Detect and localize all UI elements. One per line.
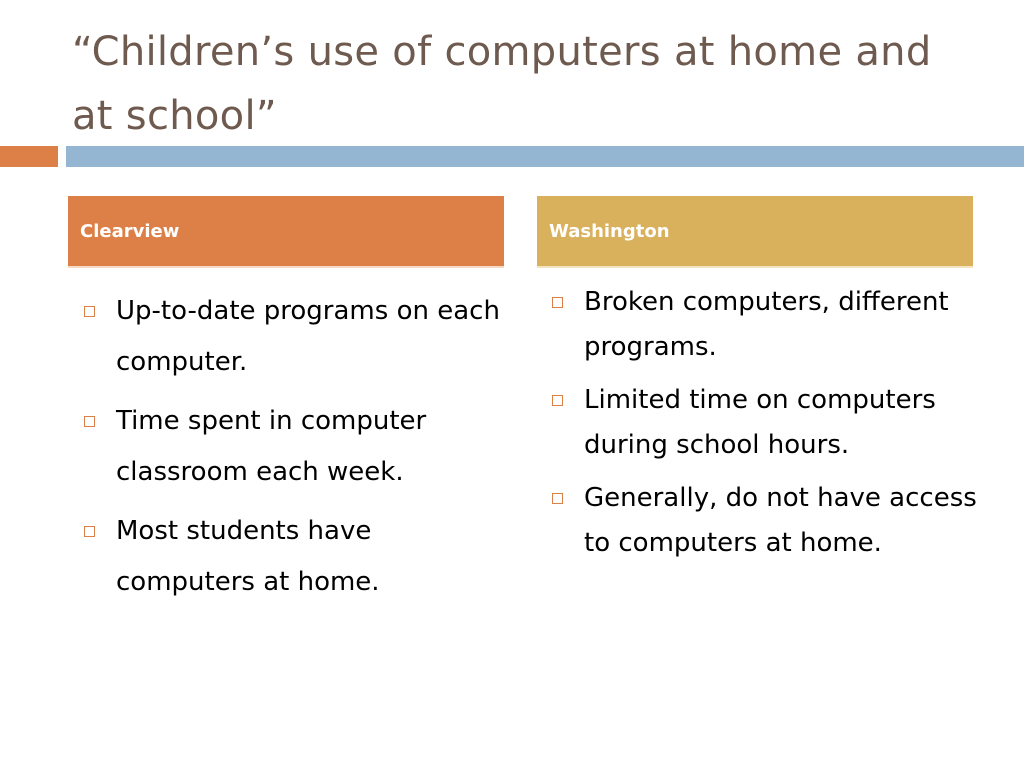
- hollow-square-bullet-icon: [84, 416, 95, 427]
- bullet-text: Most students have computers at home.: [116, 516, 380, 597]
- hollow-square-bullet-icon: [552, 395, 563, 406]
- washington-bullet-list: [548, 280, 978, 574]
- hollow-square-bullet-icon: [552, 493, 563, 504]
- title-rule-blue-bar: [66, 146, 1024, 167]
- column-header-washington: [537, 196, 973, 268]
- hollow-square-bullet-icon: [84, 526, 95, 537]
- hollow-square-bullet-icon: [552, 297, 563, 308]
- bullet-text: Generally, do not have access to computers at home.: [584, 483, 977, 558]
- list-item: [548, 280, 978, 370]
- list-item: [548, 378, 978, 468]
- bullet-text: Time spent in computer classroom each week.: [116, 406, 427, 487]
- bullet-text: Up-to-date programs on each computer.: [116, 296, 500, 377]
- slide-title: “Children’s use of computers at home and at school”: [72, 29, 932, 139]
- bullet-text: Limited time on computers during school hours.: [584, 385, 936, 460]
- clearview-bullet-list: [80, 286, 504, 616]
- column-header-label: Clearview: [80, 220, 180, 242]
- column-header-label: Washington: [549, 220, 670, 242]
- hollow-square-bullet-icon: [84, 306, 95, 317]
- bullet-text: Broken computers, different programs.: [584, 287, 949, 362]
- list-item: [80, 396, 504, 498]
- list-item: [548, 476, 978, 566]
- list-item: [80, 286, 504, 388]
- title-rule-orange-accent: [0, 146, 58, 167]
- list-item: [80, 506, 504, 608]
- column-header-clearview: [68, 196, 504, 268]
